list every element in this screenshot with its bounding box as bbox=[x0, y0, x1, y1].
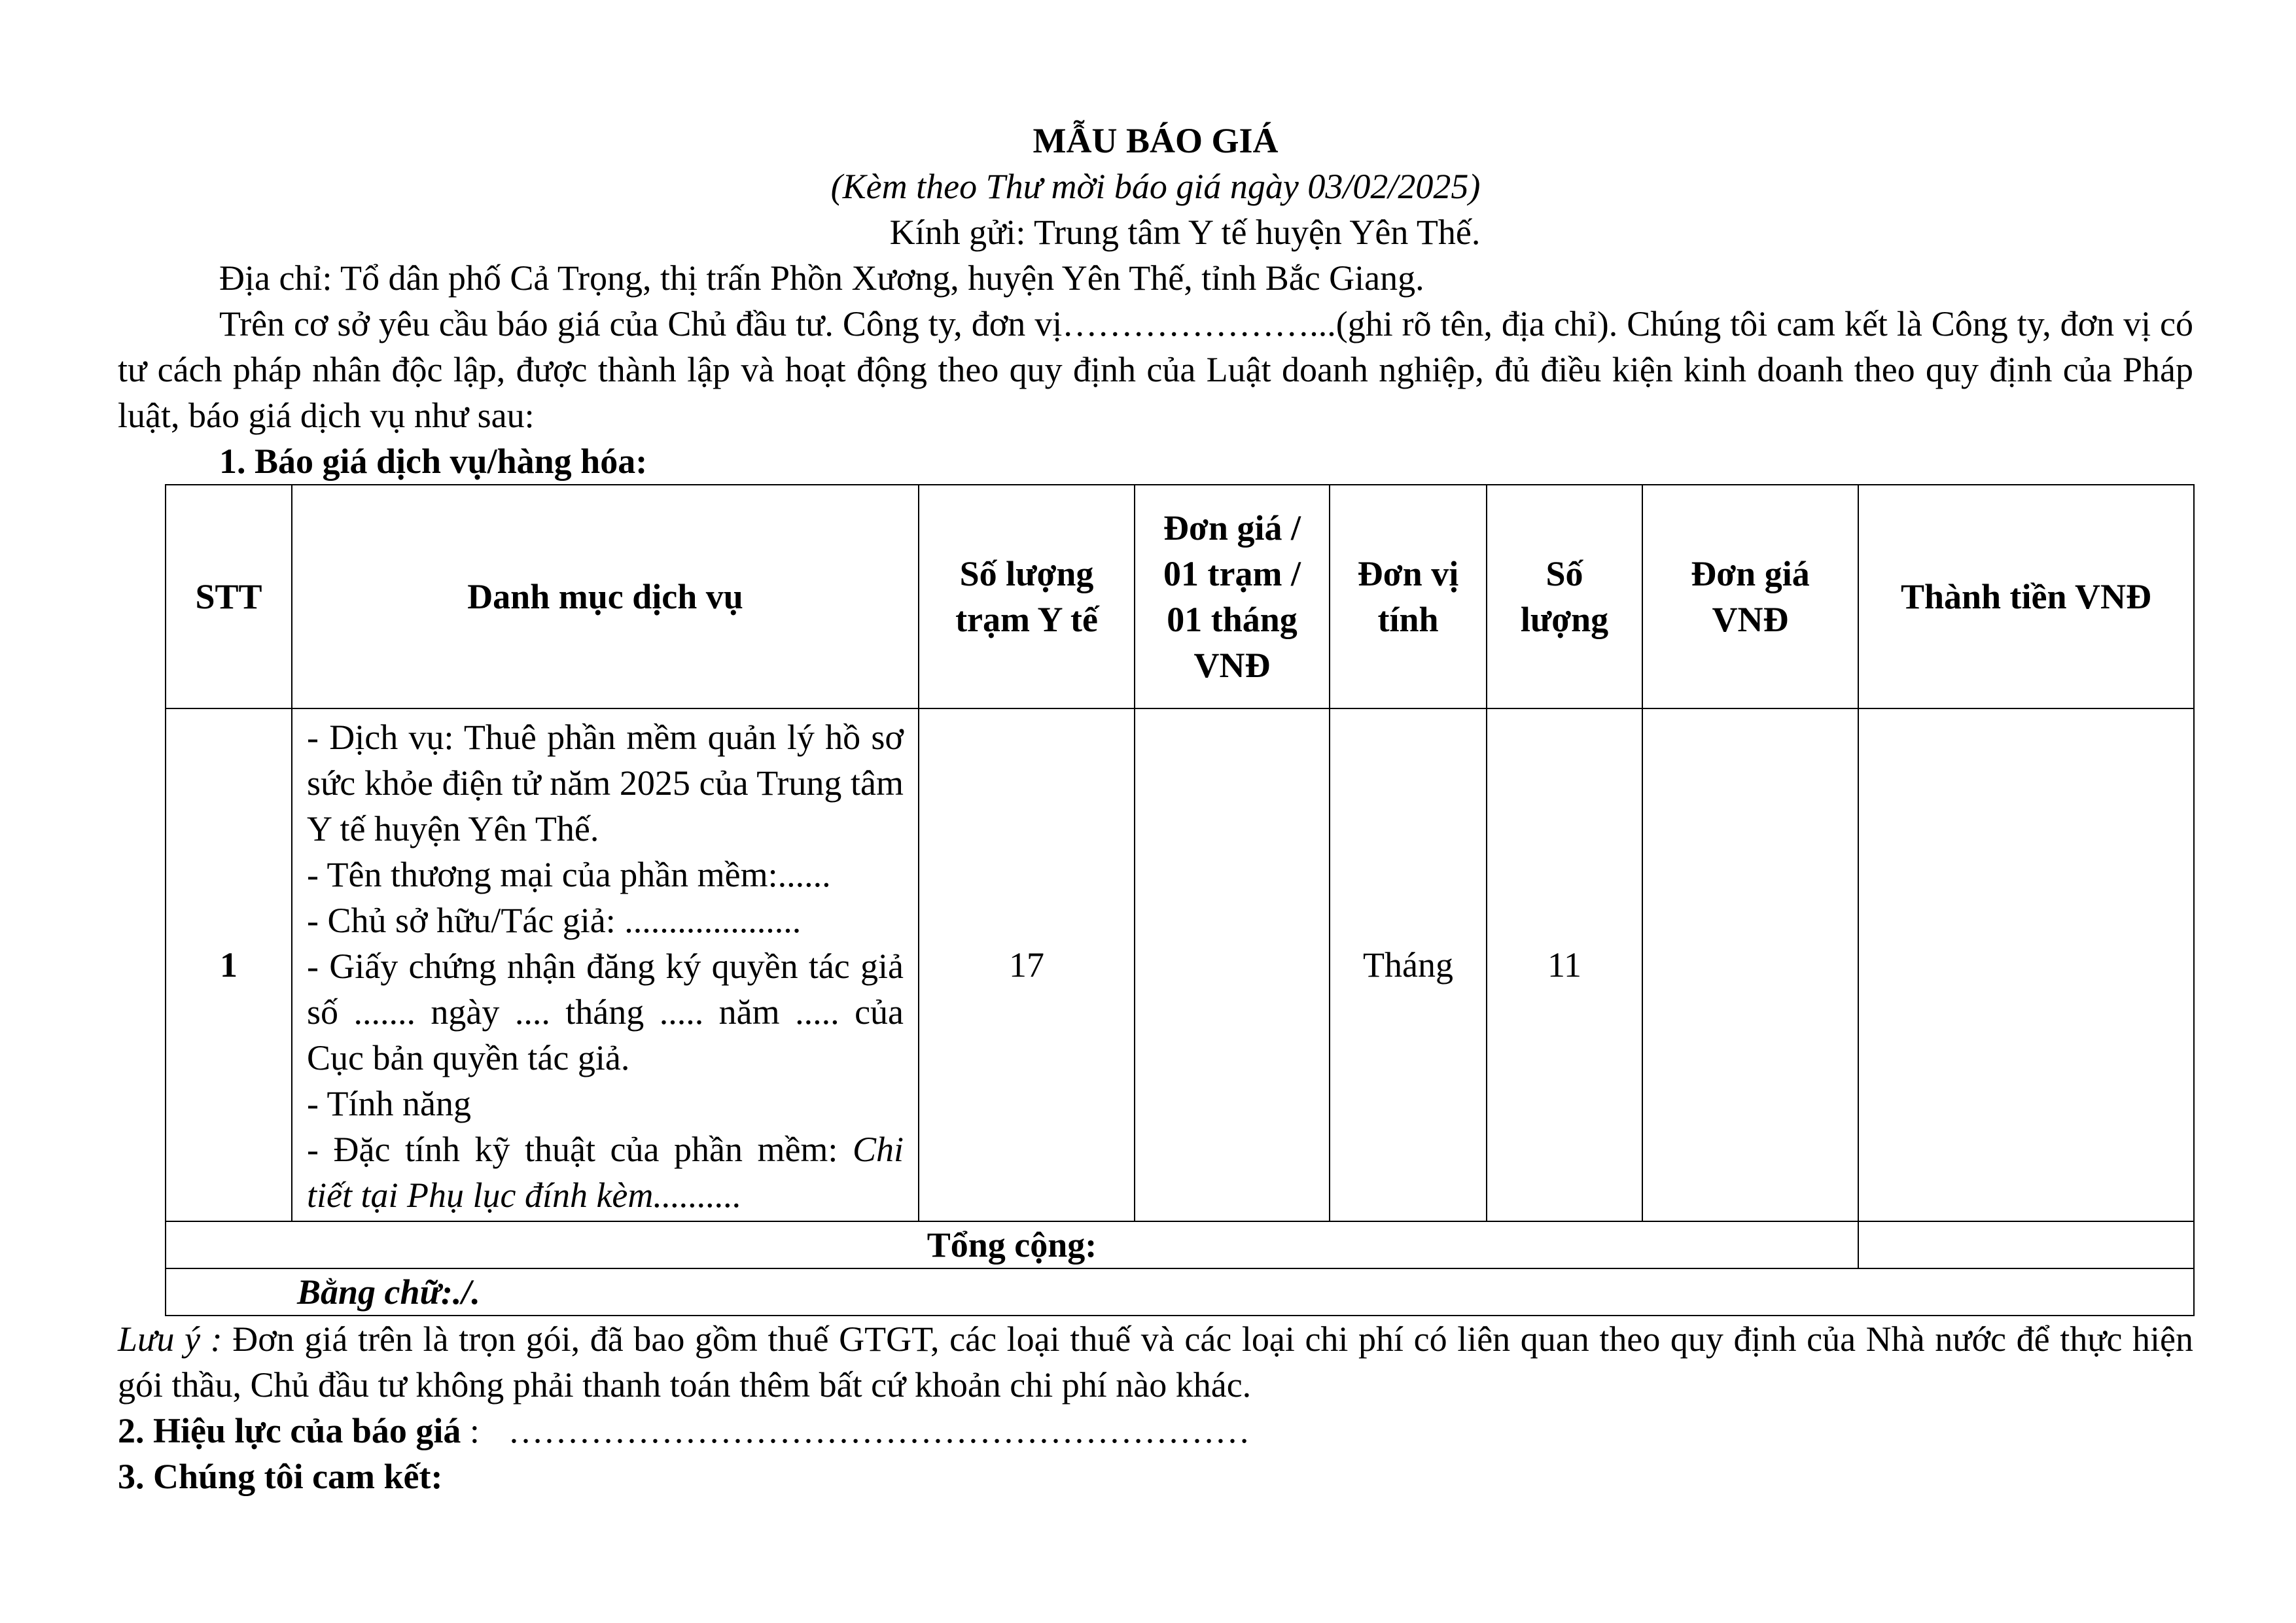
cell-description bbox=[292, 708, 919, 1221]
cell-stt: 1 bbox=[166, 708, 292, 1221]
quotation-document bbox=[118, 118, 2193, 1499]
header-don-vi: Đơn vị tính bbox=[1330, 485, 1487, 708]
cell-don-gia bbox=[1642, 708, 1858, 1221]
header-danh-muc: Danh mục dịch vụ bbox=[292, 485, 919, 708]
note-label: Lưu ý : bbox=[118, 1319, 222, 1359]
section-2-dots: ……………………………………………………… bbox=[508, 1411, 1250, 1450]
address-line: Địa chỉ: Tổ dân phố Cả Trọng, thị trấn Phồn Xương, huyện Yên Thế, tỉnh Bắc Giang. bbox=[219, 258, 1424, 298]
section-1-heading: 1. Báo giá dịch vụ/hàng hóa: bbox=[219, 442, 648, 481]
total-value bbox=[1858, 1221, 2194, 1268]
words-row bbox=[166, 1268, 2194, 1316]
note-paragraph bbox=[118, 1316, 2193, 1408]
desc-certificate: - Giấy chứng nhận đăng ký quyền tác giả số ....... ngày .... tháng ..... năm ..... của Cục bản quyền tác giả. bbox=[307, 947, 904, 1077]
header-stt: STT bbox=[166, 485, 292, 708]
note-text: Đơn giá trên là trọn gói, đã bao gồm thuế GTGT, các loại thuế và các loại chi phí có liên quan theo quy định của Nhà nước để thực hiện gói thầu, Chủ đầu tư không phải thanh toán thêm bất cứ khoản chi phí nào khác. bbox=[118, 1319, 2194, 1405]
table-row bbox=[166, 708, 2194, 1221]
header-so-luong-tram: Số lượng trạm Y tế bbox=[919, 485, 1135, 708]
table-header-row bbox=[166, 485, 2194, 708]
section-2-colon: : bbox=[461, 1411, 489, 1450]
cell-so-luong-tram: 17 bbox=[919, 708, 1135, 1221]
header-thanh-tien: Thành tiền VNĐ bbox=[1858, 485, 2194, 708]
document-title: MẪU BÁO GIÁ bbox=[1033, 121, 1279, 160]
cell-don-vi: Tháng bbox=[1330, 708, 1487, 1221]
desc-technical-label: - Đặc tính kỹ thuật của phần mềm: bbox=[307, 1130, 853, 1169]
section-2-heading: 2. Hiệu lực của báo giá bbox=[118, 1411, 461, 1450]
quotation-table bbox=[165, 484, 2195, 1316]
desc-technical bbox=[307, 1126, 904, 1218]
intro-paragraph: Trên cơ sở yêu cầu báo giá của Chủ đầu tư. Công ty, đơn vị…………………...(ghi rõ tên, địa chỉ). Chúng tôi cam kết là Công ty, đơn vị có tư cách pháp nhân độc lập, được thành lập và hoạt động theo quy định của Luật doanh nghiệp, đủ điều kiện kinh doanh theo quy định của Pháp luật, báo giá dịch vụ như sau: bbox=[118, 304, 2193, 435]
cell-so-luong: 11 bbox=[1487, 708, 1642, 1221]
cell-don-gia-tram bbox=[1135, 708, 1330, 1221]
section-3-heading: 3. Chúng tôi cam kết: bbox=[118, 1457, 443, 1496]
desc-trade-name: - Tên thương mại của phần mềm:...... bbox=[307, 855, 831, 894]
header-don-gia-tram: Đơn giá / 01 trạm / 01 tháng VNĐ bbox=[1135, 485, 1330, 708]
recipient-line: Kính gửi: Trung tâm Y tế huyện Yên Thế. bbox=[889, 213, 1481, 252]
total-row bbox=[166, 1221, 2194, 1268]
cell-thanh-tien bbox=[1858, 708, 2194, 1221]
amount-in-words: Bằng chữ:./. bbox=[166, 1268, 2194, 1316]
header-so-luong: Số lượng bbox=[1487, 485, 1642, 708]
desc-service: - Dịch vụ: Thuê phần mềm quản lý hồ sơ sức khỏe điện tử năm 2025 của Trung tâm Y tế huyện Yên Thế. bbox=[307, 718, 904, 848]
total-label: Tổng cộng: bbox=[166, 1221, 1858, 1268]
desc-technical-appendix: Chi tiết tại Phụ lục đính kèm.......... bbox=[307, 1130, 904, 1215]
section-2-line bbox=[118, 1408, 2193, 1454]
header-don-gia: Đơn giá VNĐ bbox=[1642, 485, 1858, 708]
document-subtitle: (Kèm theo Thư mời báo giá ngày 03/02/2025) bbox=[830, 167, 1481, 206]
desc-owner: - Chủ sở hữu/Tác giả: .................... bbox=[307, 901, 802, 940]
desc-features: - Tính năng bbox=[307, 1084, 471, 1123]
